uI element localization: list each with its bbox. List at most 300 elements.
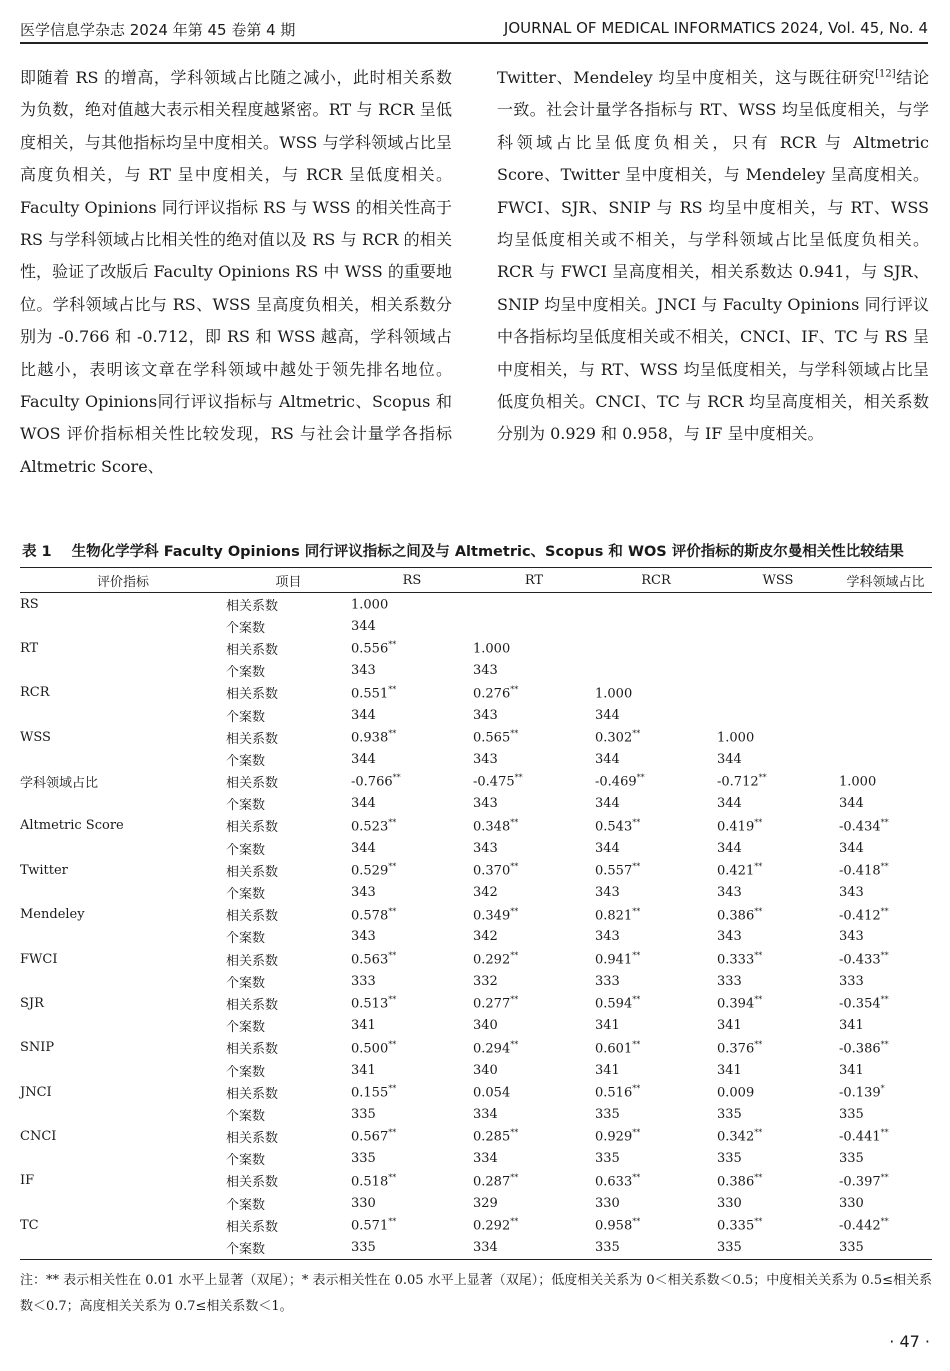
correlation-value: 0.518 bbox=[351, 1174, 389, 1190]
body-text-right-column bbox=[497, 62, 929, 451]
item-label: 相关系数 bbox=[226, 642, 279, 658]
count-cell bbox=[473, 1103, 595, 1125]
significance-marker: ** bbox=[632, 1128, 641, 1138]
correlation-cell bbox=[595, 815, 717, 837]
significance-marker: * bbox=[880, 1084, 885, 1094]
significance-marker: ** bbox=[510, 906, 519, 916]
significance-marker: ** bbox=[754, 906, 763, 916]
correlation-cell bbox=[351, 1214, 473, 1236]
count-value: 343 bbox=[839, 885, 864, 901]
count-value: 343 bbox=[351, 929, 376, 945]
count-value: 335 bbox=[595, 1240, 620, 1256]
table-row-count bbox=[20, 1236, 932, 1259]
correlation-cell bbox=[595, 1170, 717, 1192]
indicator-name bbox=[20, 748, 226, 770]
header-indicator: 评价指标 bbox=[20, 568, 226, 593]
significance-marker: ** bbox=[754, 995, 763, 1005]
count-value: 344 bbox=[717, 840, 742, 856]
count-cell bbox=[351, 970, 473, 992]
count-value: 344 bbox=[839, 796, 864, 812]
count-cell bbox=[717, 1059, 839, 1081]
significance-marker: ** bbox=[880, 1172, 889, 1182]
count-value: 344 bbox=[351, 840, 376, 856]
count-cell bbox=[595, 615, 717, 637]
table-row-correlation bbox=[20, 726, 932, 748]
indicator-name: CNCI bbox=[20, 1129, 57, 1145]
correlation-value: 0.349 bbox=[473, 907, 511, 923]
correlation-cell bbox=[717, 992, 839, 1014]
count-cell bbox=[473, 1059, 595, 1081]
count-value: 344 bbox=[351, 796, 376, 812]
table-header-row bbox=[20, 568, 932, 593]
table-row-correlation bbox=[20, 637, 932, 659]
correlation-value: 0.941 bbox=[595, 952, 633, 968]
correlation-value: 0.302 bbox=[595, 730, 633, 746]
correlation-cell bbox=[717, 682, 839, 704]
item-label: 个案数 bbox=[226, 709, 266, 725]
item-label: 个案数 bbox=[226, 1108, 266, 1124]
indicator-name: Mendeley bbox=[20, 907, 85, 923]
table-caption bbox=[22, 540, 904, 561]
indicator-name: TC bbox=[20, 1217, 39, 1233]
journal-header-cn: 医学信息学杂志 2024 年第 45 卷第 4 期 bbox=[20, 21, 296, 39]
correlation-cell bbox=[595, 637, 717, 659]
header-rt: RT bbox=[473, 568, 595, 593]
count-value: 343 bbox=[717, 885, 742, 901]
correlation-cell bbox=[473, 726, 595, 748]
correlation-value: -0.139 bbox=[839, 1085, 881, 1101]
body-text-right-part2: 结论一致。社会计量学各指标与 RT、WSS 均呈低度相关，与学科领域占比呈低度负相关，只有 RCR 与 Altmetric Score、Twitter 呈中度相关，与 Mendeley 呈高度相关。FWCI、SJR、SNIP 与 RS 均呈中度相关，与 RT、WSS 均呈低度相关或不相关，与学科领域占比呈低度负相关。RCR 与 FWCI 呈高度相关，相关系数达 0.941，与 SJR、SNIP 均呈中度相关。JNCI 与 Faculty Opinions 同行评议中各指标均呈低度相关或不相关，CNCI、IF、TC 与 RS 呈中度相关，与 RT、WSS 均呈低度相关，与学科领域占比呈低度负相关。CNCI、TC 与 RCR 均呈高度相关，相关系数分别为 0.929 和 0.958，与 IF 呈中度相关。 bbox=[497, 68, 929, 444]
significance-marker: ** bbox=[388, 684, 397, 694]
correlation-value: 0.054 bbox=[473, 1085, 511, 1101]
count-value: 333 bbox=[717, 973, 742, 989]
count-value: 344 bbox=[717, 796, 742, 812]
count-cell bbox=[839, 1103, 932, 1125]
correlation-cell bbox=[839, 948, 932, 970]
correlation-value: 0.009 bbox=[717, 1085, 755, 1101]
significance-marker: ** bbox=[510, 1128, 519, 1138]
count-cell bbox=[351, 926, 473, 948]
significance-marker: ** bbox=[510, 729, 519, 739]
count-cell bbox=[717, 970, 839, 992]
significance-marker: ** bbox=[632, 729, 641, 739]
count-cell bbox=[839, 1192, 932, 1214]
count-cell bbox=[717, 1236, 839, 1259]
correlation-value: 1.000 bbox=[717, 730, 755, 746]
table-row-correlation bbox=[20, 1214, 932, 1236]
count-value: 343 bbox=[473, 663, 498, 679]
count-value: 343 bbox=[473, 840, 498, 856]
correlation-value: 0.958 bbox=[595, 1218, 633, 1234]
indicator-name bbox=[20, 881, 226, 903]
count-value: 333 bbox=[351, 973, 376, 989]
indicator-name bbox=[20, 615, 226, 637]
count-value: 344 bbox=[595, 707, 620, 723]
count-cell bbox=[839, 748, 932, 770]
item-label: 个案数 bbox=[226, 887, 266, 903]
count-cell bbox=[473, 881, 595, 903]
correlation-value: 0.386 bbox=[717, 907, 755, 923]
count-cell bbox=[351, 748, 473, 770]
count-cell bbox=[839, 793, 932, 815]
correlation-value: 0.543 bbox=[595, 819, 633, 835]
count-cell bbox=[717, 704, 839, 726]
indicator-name: SJR bbox=[20, 995, 44, 1011]
count-value: 342 bbox=[473, 929, 498, 945]
correlation-value: 0.551 bbox=[351, 686, 389, 701]
table-row-count bbox=[20, 1103, 932, 1125]
count-value: 344 bbox=[595, 840, 620, 856]
count-cell bbox=[473, 926, 595, 948]
correlation-value: 0.370 bbox=[473, 863, 511, 879]
correlation-cell bbox=[351, 1037, 473, 1059]
table-row-correlation bbox=[20, 992, 932, 1014]
correlation-value: 1.000 bbox=[473, 641, 511, 657]
correlation-cell bbox=[595, 904, 717, 926]
significance-marker: ** bbox=[754, 817, 763, 827]
count-value: 344 bbox=[595, 751, 620, 767]
significance-marker: ** bbox=[510, 995, 519, 1005]
significance-marker: ** bbox=[636, 773, 645, 783]
significance-marker: ** bbox=[880, 995, 889, 1005]
correlation-cell bbox=[351, 1126, 473, 1148]
count-cell bbox=[839, 1059, 932, 1081]
item-label: 个案数 bbox=[226, 931, 266, 947]
significance-marker: ** bbox=[880, 817, 889, 827]
correlation-value: 0.938 bbox=[351, 730, 389, 746]
count-cell bbox=[473, 1148, 595, 1170]
indicator-name bbox=[20, 837, 226, 859]
correlation-cell bbox=[839, 726, 932, 748]
significance-marker: ** bbox=[510, 1172, 519, 1182]
correlation-cell bbox=[839, 593, 932, 616]
indicator-name: WSS bbox=[20, 729, 51, 745]
correlation-cell bbox=[473, 1037, 595, 1059]
count-cell bbox=[351, 793, 473, 815]
table-row-count bbox=[20, 881, 932, 903]
count-cell bbox=[595, 970, 717, 992]
count-cell bbox=[351, 1236, 473, 1259]
correlation-value: 0.386 bbox=[717, 1174, 755, 1190]
correlation-cell bbox=[473, 1214, 595, 1236]
correlation-cell bbox=[717, 1081, 839, 1103]
table-row-count bbox=[20, 660, 932, 682]
correlation-cell bbox=[839, 637, 932, 659]
significance-marker: ** bbox=[632, 1084, 641, 1094]
table-row-count bbox=[20, 615, 932, 637]
significance-marker: ** bbox=[510, 1039, 519, 1049]
indicator-name bbox=[20, 704, 226, 726]
significance-marker: ** bbox=[632, 995, 641, 1005]
count-value: 343 bbox=[351, 663, 376, 679]
correlation-value: -0.418 bbox=[839, 863, 881, 879]
indicator-name bbox=[20, 970, 226, 992]
indicator-name: 学科领域占比 bbox=[20, 776, 99, 792]
count-cell bbox=[351, 704, 473, 726]
table-row-count bbox=[20, 704, 932, 726]
item-label: 相关系数 bbox=[226, 776, 279, 792]
count-cell bbox=[351, 1103, 473, 1125]
correlation-value: -0.712 bbox=[717, 774, 759, 790]
correlation-table bbox=[20, 567, 932, 1260]
indicator-name bbox=[20, 926, 226, 948]
count-value: 335 bbox=[839, 1106, 864, 1122]
item-label: 个案数 bbox=[226, 975, 266, 991]
item-label: 相关系数 bbox=[226, 598, 279, 614]
count-cell bbox=[351, 1148, 473, 1170]
correlation-cell bbox=[351, 948, 473, 970]
significance-marker: ** bbox=[388, 817, 397, 827]
significance-marker: ** bbox=[880, 1039, 889, 1049]
table-row-correlation bbox=[20, 859, 932, 881]
correlation-value: 0.633 bbox=[595, 1174, 633, 1190]
correlation-cell bbox=[717, 815, 839, 837]
item-label: 个案数 bbox=[226, 1020, 266, 1036]
correlation-cell bbox=[595, 859, 717, 881]
indicator-name bbox=[20, 1236, 226, 1259]
count-value: 333 bbox=[839, 973, 864, 989]
significance-marker: ** bbox=[388, 1039, 397, 1049]
count-cell bbox=[351, 1192, 473, 1214]
correlation-value: -0.433 bbox=[839, 952, 881, 968]
item-label: 相关系数 bbox=[226, 909, 279, 925]
table-row-correlation bbox=[20, 904, 932, 926]
correlation-cell bbox=[839, 771, 932, 793]
correlation-cell bbox=[351, 593, 473, 616]
count-cell bbox=[717, 881, 839, 903]
correlation-value: 0.929 bbox=[595, 1129, 633, 1145]
correlation-cell bbox=[717, 771, 839, 793]
indicator-name bbox=[20, 660, 226, 682]
count-value: 342 bbox=[473, 885, 498, 901]
table-row-count bbox=[20, 1015, 932, 1037]
correlation-cell bbox=[839, 1081, 932, 1103]
count-value: 341 bbox=[717, 1062, 742, 1078]
correlation-value: 0.529 bbox=[351, 863, 389, 879]
indicator-name bbox=[20, 1059, 226, 1081]
count-value: 343 bbox=[595, 885, 620, 901]
correlation-cell bbox=[717, 1126, 839, 1148]
significance-marker: ** bbox=[632, 862, 641, 872]
count-value: 341 bbox=[717, 1018, 742, 1034]
significance-marker: ** bbox=[880, 950, 889, 960]
correlation-cell bbox=[839, 1170, 932, 1192]
correlation-cell bbox=[351, 904, 473, 926]
correlation-value: 0.516 bbox=[595, 1085, 633, 1101]
count-cell bbox=[595, 1059, 717, 1081]
correlation-cell bbox=[473, 992, 595, 1014]
count-value: 335 bbox=[351, 1240, 376, 1256]
table-row-correlation bbox=[20, 948, 932, 970]
count-value: 334 bbox=[473, 1240, 498, 1256]
correlation-cell bbox=[717, 1214, 839, 1236]
item-label: 相关系数 bbox=[226, 997, 279, 1013]
count-cell bbox=[473, 660, 595, 682]
count-cell bbox=[839, 837, 932, 859]
count-cell bbox=[595, 926, 717, 948]
count-cell bbox=[595, 1148, 717, 1170]
count-value: 330 bbox=[717, 1195, 742, 1211]
indicator-name bbox=[20, 1015, 226, 1037]
correlation-cell bbox=[473, 1081, 595, 1103]
significance-marker: ** bbox=[880, 1217, 889, 1227]
count-cell bbox=[839, 1236, 932, 1259]
significance-marker: ** bbox=[392, 773, 401, 783]
correlation-cell bbox=[839, 1037, 932, 1059]
correlation-value: 0.565 bbox=[473, 730, 511, 746]
correlation-cell bbox=[717, 904, 839, 926]
count-value: 343 bbox=[595, 929, 620, 945]
significance-marker: ** bbox=[388, 950, 397, 960]
count-value: 335 bbox=[351, 1106, 376, 1122]
count-cell bbox=[473, 1236, 595, 1259]
table-label: 表 1 bbox=[22, 544, 52, 560]
count-value: 344 bbox=[839, 840, 864, 856]
correlation-value: 0.155 bbox=[351, 1085, 389, 1101]
count-cell bbox=[839, 660, 932, 682]
significance-marker: ** bbox=[632, 817, 641, 827]
indicator-name bbox=[20, 1103, 226, 1125]
significance-marker: ** bbox=[880, 906, 889, 916]
table-row-count bbox=[20, 837, 932, 859]
correlation-value: -0.441 bbox=[839, 1129, 881, 1145]
table-note: 注：** 表示相关性在 0.01 水平上显著（双尾）；* 表示相关性在 0.05 水平上显著（双尾）；低度相关关系为 0＜相关系数＜0.5；中度相关关系为 0.5≤相关系数＜0.7；高度相关关系为 0.7≤相关系数＜1。 bbox=[20, 1273, 932, 1314]
citation-ref: [12] bbox=[875, 68, 896, 80]
correlation-value: 0.342 bbox=[717, 1129, 755, 1145]
count-value: 343 bbox=[473, 707, 498, 723]
significance-marker: ** bbox=[632, 1172, 641, 1182]
count-cell bbox=[351, 1059, 473, 1081]
correlation-cell bbox=[717, 637, 839, 659]
table-row-count bbox=[20, 1148, 932, 1170]
significance-marker: ** bbox=[388, 1172, 397, 1182]
indicator-name: FWCI bbox=[20, 951, 58, 967]
correlation-value: -0.766 bbox=[351, 774, 393, 790]
count-cell bbox=[351, 1015, 473, 1037]
correlation-value: 0.523 bbox=[351, 819, 389, 835]
correlation-value: -0.475 bbox=[473, 774, 515, 790]
correlation-value: -0.354 bbox=[839, 996, 881, 1012]
correlation-value: 0.292 bbox=[473, 952, 511, 968]
correlation-cell bbox=[351, 992, 473, 1014]
item-label: 相关系数 bbox=[226, 1131, 279, 1147]
count-cell bbox=[473, 793, 595, 815]
count-cell bbox=[595, 881, 717, 903]
item-label: 相关系数 bbox=[226, 864, 279, 880]
count-value: 335 bbox=[351, 1151, 376, 1167]
count-value: 341 bbox=[595, 1018, 620, 1034]
count-value: 343 bbox=[839, 929, 864, 945]
correlation-value: -0.397 bbox=[839, 1174, 881, 1190]
count-cell bbox=[839, 704, 932, 726]
count-value: 333 bbox=[595, 973, 620, 989]
count-value: 335 bbox=[839, 1240, 864, 1256]
correlation-cell bbox=[839, 682, 932, 704]
item-label: 相关系数 bbox=[226, 1219, 279, 1235]
count-value: 341 bbox=[839, 1018, 864, 1034]
correlation-cell bbox=[717, 1170, 839, 1192]
correlation-value: 0.601 bbox=[595, 1041, 633, 1056]
correlation-value: 0.292 bbox=[473, 1218, 511, 1234]
count-value: 330 bbox=[839, 1195, 864, 1211]
correlation-cell bbox=[595, 726, 717, 748]
count-cell bbox=[473, 748, 595, 770]
correlation-value: 1.000 bbox=[595, 686, 633, 701]
count-cell bbox=[717, 793, 839, 815]
table-title: 生物化学学科 Faculty Opinions 同行评议指标之间及与 Altmetric、Scopus 和 WOS 评价指标的斯皮尔曼相关性比较结果 bbox=[71, 544, 904, 560]
correlation-cell bbox=[595, 682, 717, 704]
count-cell bbox=[717, 1103, 839, 1125]
count-cell bbox=[717, 748, 839, 770]
correlation-cell bbox=[473, 682, 595, 704]
correlation-value: -0.412 bbox=[839, 907, 881, 923]
count-value: 335 bbox=[595, 1106, 620, 1122]
count-value: 335 bbox=[717, 1151, 742, 1167]
correlation-value: -0.469 bbox=[595, 774, 637, 790]
correlation-cell bbox=[839, 859, 932, 881]
significance-marker: ** bbox=[632, 1039, 641, 1049]
indicator-name: Twitter bbox=[20, 862, 68, 878]
count-value: 343 bbox=[473, 796, 498, 812]
correlation-value: 0.394 bbox=[717, 996, 755, 1012]
body-text-left-column: 即随着 RS 的增高，学科领域占比随之减小，此时相关系数为负数，绝对值越大表示相关程度越紧密。RT 与 RCR 呈低度相关，与其他指标均呈中度相关。WSS 与学科领域占比呈高度负相关，与 RT 呈中度相关，与 RCR 呈低度相关。Faculty Opinions 同行评议指标 RS 与 WSS 的相关性高于 RS 与学科领域占比相关性的绝对值以及 RS 与 RCR 的相关性，验证了改版后 Faculty Opinions RS 中 WSS 的重要地位。学科领域占比与 RS、WSS 呈高度负相关，相关系数分别为 -0.766 和 -0.712，即 RS 和 WSS 越高，学科领域占比越小，表明该文章在学科领域中越处于领先排名地位。Faculty Opinions同行评议指标与 Altmetric、Scopus 和 WOS 评价指标相关性比较发现，RS 与社会计量学各指标 Altmetric Score、 bbox=[20, 68, 452, 476]
significance-marker: ** bbox=[388, 1128, 397, 1138]
correlation-value: 1.000 bbox=[839, 774, 877, 790]
table-row-correlation bbox=[20, 682, 932, 704]
indicator-name: RT bbox=[20, 640, 39, 656]
significance-marker: ** bbox=[880, 1128, 889, 1138]
correlation-cell bbox=[717, 593, 839, 616]
count-cell bbox=[839, 881, 932, 903]
table-row-count bbox=[20, 748, 932, 770]
count-value: 343 bbox=[351, 885, 376, 901]
correlation-cell bbox=[839, 992, 932, 1014]
table-row-correlation bbox=[20, 1081, 932, 1103]
count-cell bbox=[473, 615, 595, 637]
count-value: 341 bbox=[595, 1062, 620, 1078]
correlation-cell bbox=[717, 726, 839, 748]
significance-marker: ** bbox=[754, 1172, 763, 1182]
correlation-cell bbox=[839, 1126, 932, 1148]
correlation-cell bbox=[595, 1214, 717, 1236]
correlation-value: -0.386 bbox=[839, 1041, 881, 1056]
count-value: 343 bbox=[717, 929, 742, 945]
count-cell bbox=[717, 1192, 839, 1214]
item-label: 相关系数 bbox=[226, 687, 279, 703]
count-value: 343 bbox=[473, 751, 498, 767]
correlation-value: 0.335 bbox=[717, 1218, 755, 1234]
significance-marker: ** bbox=[388, 729, 397, 739]
indicator-name: JNCI bbox=[20, 1084, 52, 1100]
correlation-cell bbox=[595, 593, 717, 616]
count-cell bbox=[839, 970, 932, 992]
significance-marker: ** bbox=[758, 773, 767, 783]
correlation-value: 0.513 bbox=[351, 996, 389, 1012]
correlation-value: 0.563 bbox=[351, 952, 389, 968]
count-cell bbox=[473, 970, 595, 992]
correlation-value: 1.000 bbox=[351, 597, 389, 613]
table-row-correlation bbox=[20, 1170, 932, 1192]
correlation-cell bbox=[351, 771, 473, 793]
correlation-value: 0.376 bbox=[717, 1041, 755, 1056]
indicator-name: SNIP bbox=[20, 1040, 55, 1056]
count-cell bbox=[717, 837, 839, 859]
correlation-value: 0.348 bbox=[473, 819, 511, 835]
significance-marker: ** bbox=[388, 995, 397, 1005]
count-value: 344 bbox=[717, 751, 742, 767]
indicator-name: RCR bbox=[20, 685, 50, 701]
count-cell bbox=[839, 926, 932, 948]
